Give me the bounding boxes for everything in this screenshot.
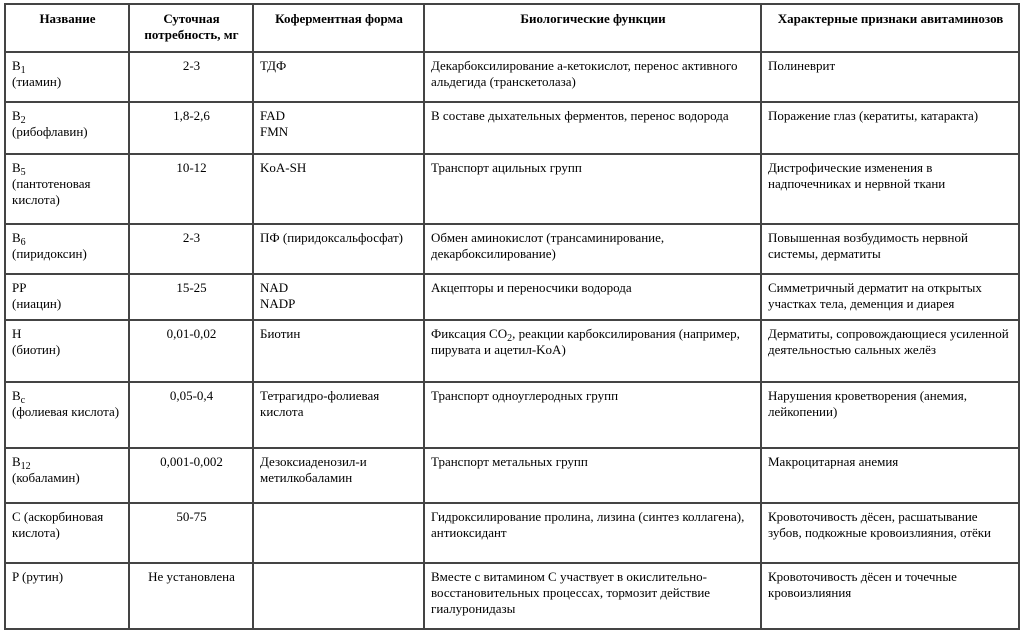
coenzyme-form: Биотин — [260, 326, 301, 341]
header-coenzyme: Коферментная форма — [253, 4, 424, 52]
cell-functions — [424, 274, 761, 320]
function-text-rest: , реакции карбоксилирования (например, пирувата и ацетил-KoA) — [431, 326, 740, 357]
cell-functions — [424, 102, 761, 154]
cell-name — [5, 563, 129, 629]
vitamin-name: (ниацин) — [12, 296, 62, 311]
coenzyme-form: NADP — [260, 296, 296, 311]
cell-name — [5, 52, 129, 102]
coenzyme-form: NAD — [260, 280, 289, 295]
table-row — [5, 274, 1019, 320]
vitamin-symbol: B — [12, 388, 21, 403]
cell-coenzyme — [253, 448, 424, 503]
cell-name — [5, 154, 129, 224]
header-daily: Суточная потребность, мг — [129, 4, 253, 52]
cell-name — [5, 382, 129, 448]
table-row — [5, 563, 1019, 629]
coenzyme-form: FAD — [260, 108, 286, 123]
cell-daily: 0,001-0,002 — [129, 448, 253, 503]
table-row — [5, 224, 1019, 274]
cell-daily: 0,05-0,4 — [129, 382, 253, 448]
cell-daily: 0,01-0,02 — [129, 320, 253, 382]
cell-deficiency: Макроцитарная анемия — [761, 448, 1019, 503]
cell-deficiency: Повышенная возбудимость нервной системы, дерматиты — [761, 224, 1019, 274]
cell-deficiency: Кровоточивость дёсен, расшатывание зубов, подкожные кровоизлияния, отёки — [761, 503, 1019, 563]
vitamin-subscript: 2 — [20, 115, 26, 126]
coenzyme-form: ТДФ — [260, 58, 287, 73]
coenzyme-form: Тетрагидро-фолиевая кислота — [260, 388, 380, 419]
cell-daily: 50-75 — [129, 503, 253, 563]
coenzyme-form: Дезоксиаденозил-и метилкобаламин — [260, 454, 367, 485]
cell-coenzyme — [253, 320, 424, 382]
function-subscript: 2 — [507, 333, 513, 344]
function-text: Акцепторы и переносчики водорода — [431, 280, 632, 295]
function-text: Транспорт метальных групп — [431, 454, 588, 469]
table-row — [5, 102, 1019, 154]
table-row — [5, 503, 1019, 563]
cell-daily: Не установлена — [129, 563, 253, 629]
cell-deficiency: Нарушения кроветворения (анемия, лейкопении) — [761, 382, 1019, 448]
function-text: Транспорт одноуглеродных групп — [431, 388, 619, 403]
coenzyme-form: ПФ (пиридоксальфосфат) — [260, 230, 403, 245]
vitamin-subscript: 1 — [20, 65, 26, 76]
cell-functions — [424, 503, 761, 563]
cell-functions — [424, 448, 761, 503]
vitamin-name: (пантотеновая кислота) — [12, 176, 91, 207]
vitamin-symbol: PP — [12, 280, 27, 295]
cell-daily: 10-12 — [129, 154, 253, 224]
cell-coenzyme — [253, 563, 424, 629]
vitamin-name: (рибофлавин) — [12, 124, 88, 139]
function-text: Транспорт ацильных групп — [431, 160, 582, 175]
vitamin-name: (тиамин) — [12, 74, 62, 89]
vitamin-symbol: B — [12, 160, 21, 175]
cell-deficiency: Дистрофические изменения в надпочечниках и нервной ткани — [761, 154, 1019, 224]
cell-name — [5, 503, 129, 563]
vitamin-symbol: B — [12, 454, 21, 469]
cell-functions — [424, 52, 761, 102]
cell-daily: 15-25 — [129, 274, 253, 320]
cell-functions — [424, 320, 761, 382]
table-body — [5, 52, 1019, 629]
vitamins-table — [4, 3, 1020, 630]
cell-name — [5, 320, 129, 382]
cell-name — [5, 224, 129, 274]
function-text: Обмен аминокислот (трансаминирование, декарбоксилирование) — [431, 230, 665, 261]
vitamin-subscript: c — [20, 395, 26, 406]
vitamin-symbol: P — [12, 569, 19, 584]
cell-deficiency: Кровоточивость дёсен и точечные кровоизлияния — [761, 563, 1019, 629]
vitamin-name: (биотин) — [12, 342, 61, 357]
table-row — [5, 320, 1019, 382]
vitamin-name: (кобаламин) — [12, 470, 80, 485]
cell-deficiency: Полиневрит — [761, 52, 1019, 102]
vitamin-symbol: B — [12, 230, 21, 245]
cell-coenzyme — [253, 52, 424, 102]
cell-daily: 2-3 — [129, 224, 253, 274]
cell-functions — [424, 563, 761, 629]
cell-deficiency: Поражение глаз (кератиты, катаракта) — [761, 102, 1019, 154]
table-row — [5, 448, 1019, 503]
vitamin-name: (фолиевая кислота) — [12, 404, 120, 419]
cell-daily: 2-3 — [129, 52, 253, 102]
header-functions: Биологические функции — [424, 4, 761, 52]
vitamin-name-inline: (аскорбиновая кислота) — [12, 509, 104, 540]
coenzyme-form: FMN — [260, 124, 289, 139]
vitamin-subscript: 12 — [20, 461, 31, 472]
vitamin-symbol: B — [12, 108, 21, 123]
cell-coenzyme — [253, 382, 424, 448]
function-text: Фиксация CO — [431, 326, 508, 341]
cell-coenzyme — [253, 224, 424, 274]
cell-functions — [424, 224, 761, 274]
coenzyme-form: KoA-SH — [260, 160, 307, 175]
cell-coenzyme — [253, 274, 424, 320]
function-text: Декарбоксилирование а-кетокислот, перенос активного альдегида (транскетолаза) — [431, 58, 738, 89]
function-text: В составе дыхательных ферментов, перенос водорода — [431, 108, 729, 123]
header-deficiency: Характерные признаки авитаминозов — [761, 4, 1019, 52]
cell-name — [5, 448, 129, 503]
cell-functions — [424, 382, 761, 448]
cell-coenzyme — [253, 154, 424, 224]
table-row — [5, 382, 1019, 448]
vitamin-name-inline: (рутин) — [18, 569, 64, 584]
cell-daily: 1,8-2,6 — [129, 102, 253, 154]
cell-deficiency: Симметричный дерматит на открытых участках тела, деменция и диарея — [761, 274, 1019, 320]
vitamin-symbol: H — [12, 326, 22, 341]
cell-name — [5, 102, 129, 154]
vitamin-name: (пиридоксин) — [12, 246, 87, 261]
vitamin-subscript: 6 — [20, 237, 26, 248]
vitamin-subscript: 5 — [20, 167, 26, 178]
cell-functions — [424, 154, 761, 224]
table-row — [5, 154, 1019, 224]
cell-coenzyme — [253, 503, 424, 563]
cell-coenzyme — [253, 102, 424, 154]
function-text: Вместе с витамином С участвует в окислительно-восстановительных процессах, тормозит действие гиалуронидазы — [431, 569, 711, 616]
cell-name — [5, 274, 129, 320]
cell-deficiency: Дерматиты, сопровождающиеся усиленной деятельностью сальных желёз — [761, 320, 1019, 382]
function-text: Гидроксилирование пролина, лизина (синтез коллагена), антиоксидант — [431, 509, 745, 540]
vitamin-symbol: C — [12, 509, 21, 524]
header-name: Название — [5, 4, 129, 52]
vitamin-symbol: B — [12, 58, 21, 73]
header-row — [5, 4, 1019, 52]
table-row — [5, 52, 1019, 102]
